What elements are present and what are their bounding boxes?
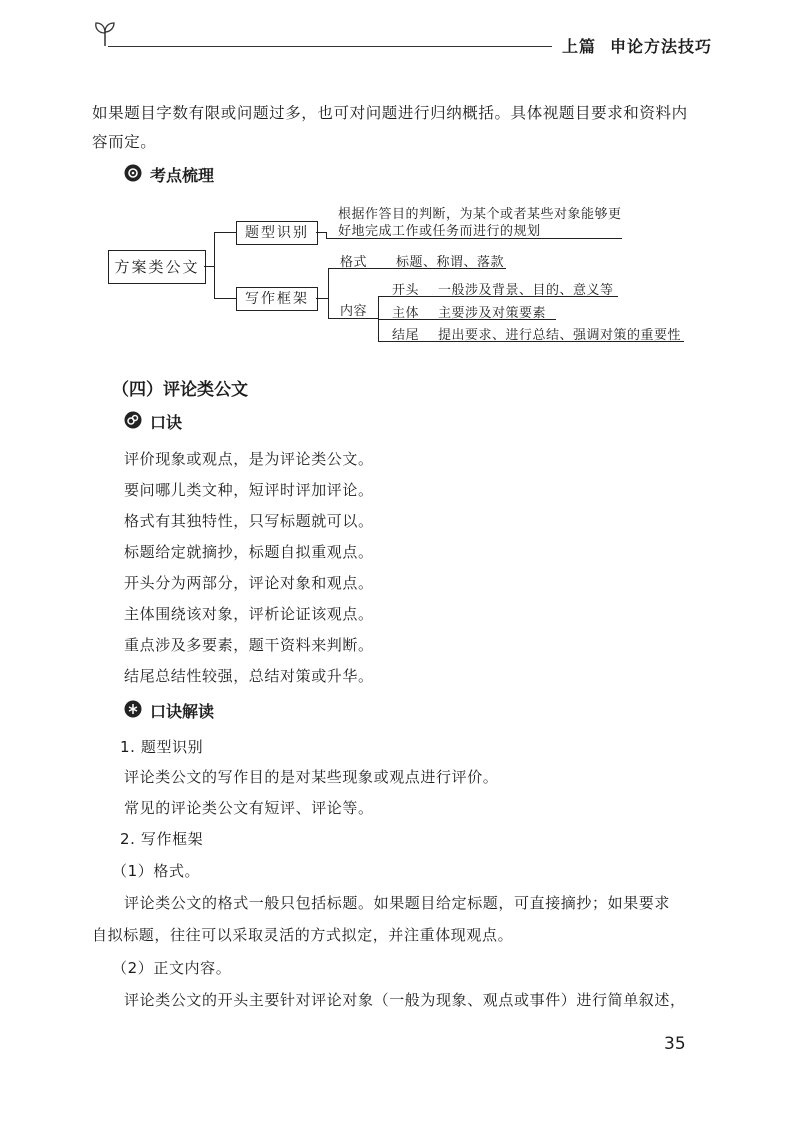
diagram-type-desc-2: 好地完成工作或任务而进行的规划 bbox=[338, 224, 541, 239]
diagram-format-label: 格式 bbox=[340, 255, 368, 270]
koujue-line: 开头分为两部分，评论对象和观点。 bbox=[124, 574, 374, 592]
diagram-connector bbox=[316, 298, 328, 299]
koujue-line: 要问哪儿类文种，短评时评加评论。 bbox=[124, 481, 374, 499]
jiedu-item1-p-line2: 自拟标题，往往可以采取灵活的方式拟定，并注重体现观点。 bbox=[92, 926, 514, 944]
diagram-connector bbox=[214, 232, 215, 298]
intro-line-1: 如果题目字数有限或问题过多，也可对问题进行归纳概括。具体视题目要求和资料内 bbox=[92, 104, 688, 122]
koujue-line: 标题给定就摘抄，标题自拟重观点。 bbox=[124, 543, 374, 561]
koujue-line: 重点涉及多要素，题干资料来判断。 bbox=[124, 636, 374, 654]
diagram-connector bbox=[326, 232, 327, 238]
diagram-connector bbox=[214, 298, 236, 299]
koujue-line: 格式有其独特性，只写标题就可以。 bbox=[124, 512, 374, 530]
koujue-line: 主体围绕该对象，评析论证该观点。 bbox=[124, 605, 374, 623]
jiedu-sub1-p2: 常见的评论类公文有短评、评论等。 bbox=[124, 799, 374, 817]
header-chapter: 申论方法技巧 bbox=[610, 37, 713, 56]
diagram-content-label: 内容 bbox=[340, 304, 368, 319]
section-title-4: （四）评论类公文 bbox=[112, 380, 248, 400]
jiedu-title: 口诀解读 bbox=[150, 702, 215, 721]
jiedu-sub-2: 2. 写作框架 bbox=[120, 830, 204, 848]
diagram-branch-framework: 写作框架 bbox=[236, 287, 318, 311]
diagram-connector bbox=[328, 268, 329, 318]
jiedu-item1-p-line1: 评论类公文的格式一般只包括标题。如果题目给定标题，可直接摘抄；如果要求 bbox=[124, 894, 671, 912]
jiedu-sub-1: 1. 题型识别 bbox=[120, 738, 204, 756]
jiedu-item-1: （1）格式。 bbox=[112, 862, 201, 880]
diagram-format-desc: 标题、称谓、落款 bbox=[396, 255, 505, 270]
jiedu-item2-p-line1: 评论类公文的开头主要针对评论对象（一般为现象、观点或事件）进行简单叙述， bbox=[124, 991, 686, 1009]
diagram-content-item-label: 结尾 bbox=[392, 328, 420, 343]
diagram-content-item-desc: 一般涉及背景、目的、意义等 bbox=[438, 283, 614, 298]
koujue-bullet-icon bbox=[124, 411, 142, 429]
section-title-kaodian: 考点梳理 bbox=[150, 166, 215, 185]
diagram-content-item-desc: 主要涉及对策要素 bbox=[438, 306, 547, 321]
jiedu-item-2: （2）正文内容。 bbox=[112, 959, 232, 977]
koujue-line: 结尾总结性较强，总结对策或升华。 bbox=[124, 667, 374, 685]
jiedu-sub1-p1: 评论类公文的写作目的是对某些现象或观点进行评价。 bbox=[124, 768, 499, 786]
diagram-connector bbox=[214, 232, 236, 233]
diagram-content-item-label: 开头 bbox=[392, 283, 420, 298]
header-title bbox=[562, 34, 712, 57]
jiedu-bullet-icon bbox=[124, 700, 142, 718]
diagram-branch-type: 题型识别 bbox=[236, 221, 318, 245]
intro-line-2: 容而定。 bbox=[92, 133, 157, 151]
diagram-type-desc-1: 根据作答目的判断，为某个或者某些对象能够更 bbox=[338, 207, 622, 222]
diagram-connector bbox=[316, 232, 326, 233]
diagram-connector bbox=[204, 266, 214, 267]
header-rule bbox=[108, 46, 552, 47]
section-bullet-icon bbox=[124, 164, 142, 182]
diagram-content-item-desc: 提出要求、进行总结、强调对策的重要性 bbox=[438, 328, 682, 343]
diagram-root: 方案类公文 bbox=[108, 250, 206, 284]
header-part: 上篇 bbox=[562, 37, 597, 56]
koujue-line: 评价现象或观点，是为评论类公文。 bbox=[124, 450, 374, 468]
page-number: 35 bbox=[664, 1034, 686, 1054]
koujue-title: 口诀 bbox=[150, 413, 183, 432]
diagram-content-item-label: 主体 bbox=[392, 306, 420, 321]
